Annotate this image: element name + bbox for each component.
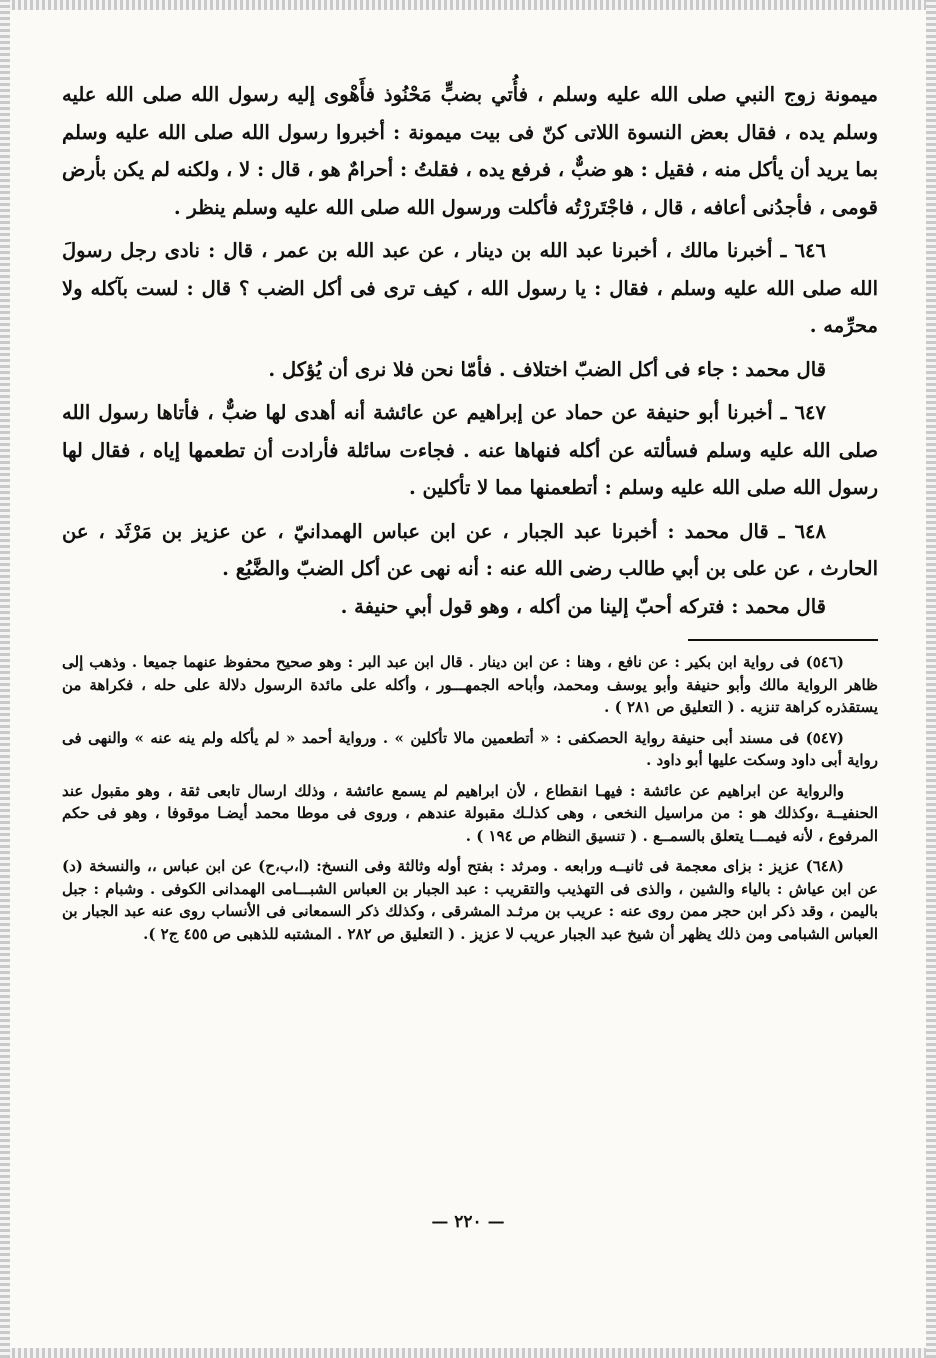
left-border — [0, 0, 10, 1358]
footnote-547: (٥٤٧) فى مسند أبى حنيفة رواية الحصكفى : « أتطعمين مالا تأكلين » . ورواية أحمد « لم يأكله ولم ينه عنه » والنهى فى رواية أبى داود وسكت عليها أبو داود . — [62, 728, 878, 769]
commentary-646: قال محمد : جاء فى أكل الضبّ اختلاف . فأمّا نحن فلا نرى أن يُؤكل . — [268, 357, 826, 381]
footnote-separator — [688, 639, 878, 641]
hadith-647: ٦٤٧ ـ أخبرنا أبو حنيفة عن حماد عن إبراهيم عن عائشة أنه أهدى لها ضبٌّ ، فأتاها رسول الله صلى الله عليه وسلم فسألته عن أكله فنهاها عنه . فجاءت سائلة فأرادت أن تطعمها إياه ، فقال لها رسول الله صلى الله عليه وسلم : أتطعمنها مما لا تأكلين . — [62, 401, 878, 499]
bottom-border — [0, 1348, 936, 1358]
hadith-646: ٦٤٦ ـ أخبرنا مالك ، أخبرنا عبد الله بن دينار ، عن عبد الله بن عمر ، قال : نادى رجل رسولَ الله صلى الله عليه وسلم ، فقال : يا رسول الله ، كيف ترى فى أكل الضب ؟ قال : لست بآكله ولا محرِّمه . — [62, 239, 878, 337]
page-body — [62, 76, 878, 945]
page-number: — ٢٢٠ — — [431, 1212, 505, 1232]
footnote-547-continued: والرواية عن ابراهيم عن عائشة : فيهـا انقطاع ، لأن ابراهيم لم يسمع عائشة ، وذلك ارسال تابعى ثقة ، وهو مقبول عند الحنفيــة ،وكذلك هو : من مراسيل النخعى ، وهى كذلـك مقبولة عندهم ، وروى فى موطا محمد أيضـا موقوفا ، وهو فى حكم المرفوع ، لأنه فيمـــا يتعلق بالسمــع . ( تنسيق النظام ص ١٩٤ ) . — [62, 781, 878, 845]
footnote-546: (٥٤٦) فى رواية ابن بكير : عن نافع ، وهنا : عن ابن دينار . قال ابن عبد البر : وهو صحيح محفوظ عنهما جميعا . وذهب إلى ظاهر الرواية مالك وأبو حنيفة وأبو يوسف ومحمد، وأباحه الجمهـــور ، وأكله على مائدة الرسول دلالة على حله ، فكراهة من يستقذره كراهة تنزيه . ( التعليق ص ٢٨١ ) . — [62, 653, 878, 716]
commentary-648: قال محمد : فتركه أحبّ إلينا من أكله ، وهو قول أبي حنيفة . — [340, 594, 826, 618]
hadith-648: ٦٤٨ ـ قال محمد : أخبرنا عبد الجبار ، عن ابن عباس الهمدانيّ ، عن عزيز بن مَرْثَد ، عن الحارث ، عن على بن أبي طالب رضى الله عنه : أنه نهى عن أكل الضبّ والضَّبُع . — [62, 519, 878, 580]
right-border — [926, 0, 936, 1358]
footnote-648: (٦٤٨) عزيز : بزاى معجمة فى ثانيــه ورابعه . ومرثد : بفتح أوله وثالثة وفى النسخ: (ا،ب،ح) عن ابن عباس ،، والنسخة (د) عن ابن عياش : بالياء والشين ، والذى فى التهذيب والتقريب : عبد الجبار بن العباس الشبـــامى الهمدانى الكوفى . وشبام : جبل باليمن ، وقد ذكر ابن حجر ممن روى عنه : عريب بن مرثـد المشرقى ، وكذلك ذكر السمعانى فى الأنساب روى عنه عبد الجبار بن العباس الشبامى ومن ذلك يظهر أن شيخ عبد الجبار عريب لا عزيز . ( التعليق ص ٢٨٢ . المشتبه للذهبى ص ٤٥٥ ج٢ ). — [62, 857, 878, 943]
top-border — [0, 0, 936, 10]
main-paragraph: ميمونة زوج النبي صلى الله عليه وسلم ، فأُتي بضبٍّ مَحْنُوذ فأَهْوى إليه رسول الله صلى الله عليه وسلم يده ، فقال بعض النسوة اللاتى كنّ فى بيت ميمونة : أخبروا رسول الله صلى الله عليه وسلم بما يريد أن يأكل منه ، فقيل : هو ضبٌّ ، فرفع يده ، فقلتُ : أحرامٌ هو ، قال : لا ، ولكنه لم يكن بأرض قومى ، فأجدُنى أعافه ، قال ، فاجْتَررْتُه فأكلت ورسول الله صلى الله عليه وسلم ينظر . — [62, 83, 878, 219]
